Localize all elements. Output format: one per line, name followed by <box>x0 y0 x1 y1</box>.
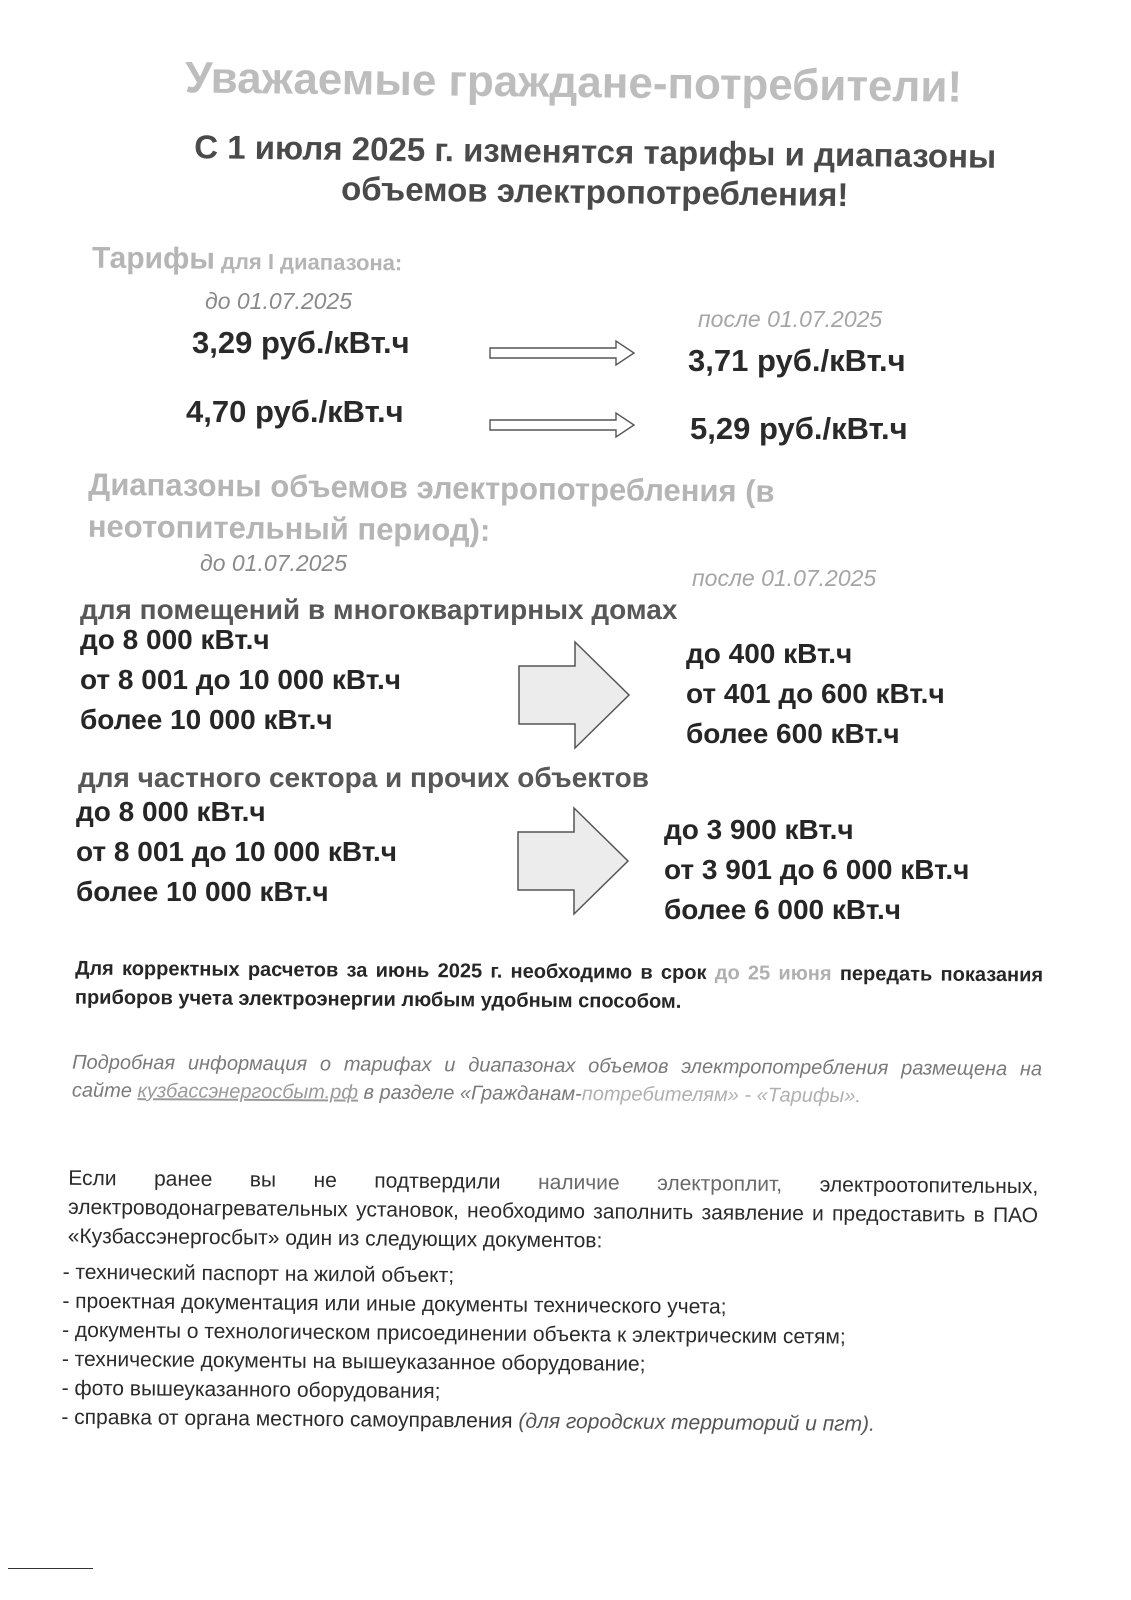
sub-heading: С 1 июля 2025 г. изменятся тарифы и диапазоны объемов электропотребления! <box>194 128 997 214</box>
meter-readings-notice <box>75 955 1043 1020</box>
tariffs-title-main: Тарифы <box>91 241 216 276</box>
tariff-before-2: 4,70 руб./кВт.ч <box>186 394 404 429</box>
info-section-text-end: потребителям» - «Тарифы». <box>581 1083 862 1108</box>
range-item: от 8 001 до 10 000 кВт.ч <box>80 664 401 695</box>
document-item: - технический паспорт на жилой объект; <box>62 1260 455 1288</box>
info-paragraph <box>72 1049 1042 1112</box>
ranges-arrow-icon <box>515 638 635 753</box>
group-private-after-list <box>664 810 969 930</box>
tariff-after-1: 3,71 руб./кВт.ч <box>688 343 906 378</box>
group-title-private-sector: для частного сектора и прочих объектов <box>78 762 649 793</box>
footer-divider <box>8 1568 93 1569</box>
range-item: более 10 000 кВт.ч <box>80 704 333 735</box>
tariffs-title <box>92 242 403 279</box>
body-text-faint: наличие электроплит, <box>537 1170 783 1196</box>
tariff-arrow-icon <box>488 338 638 368</box>
ranges-arrow-icon <box>514 804 634 919</box>
range-item: от 3 901 до 6 000 кВт.ч <box>664 854 970 885</box>
range-item: более 10 000 кВт.ч <box>76 876 329 907</box>
ranges-title: Диапазоны объемов электропотребления (в неотопительный период): <box>87 466 775 548</box>
range-item: от 8 001 до 10 000 кВт.ч <box>76 836 397 867</box>
notice-text-end: передать показания приборов учета электроэнергии любым удобным способом. <box>74 962 1044 1013</box>
range-item: до 400 кВт.ч <box>686 638 853 669</box>
document-item: - технические документы на вышеуказанное оборудование; <box>61 1347 646 1376</box>
document-item: - фото вышеуказанного оборудования; <box>61 1376 441 1404</box>
tariff-before-1: 3,29 руб./кВт.ч <box>192 325 410 360</box>
ranges-before-date-label: до 01.07.2025 <box>200 550 348 576</box>
range-item: до 8 000 кВт.ч <box>80 624 270 655</box>
notice-text: Для корректных расчетов за июнь 2025 г. необходимо в срок <box>75 957 715 985</box>
website-link[interactable]: кузбассэнергосбыт.рф <box>137 1080 359 1104</box>
body-text: Если ранее вы не подтвердили <box>68 1166 539 1194</box>
range-item: до 8 000 кВт.ч <box>76 796 266 827</box>
tariffs-after-date-label: после 01.07.2025 <box>698 306 883 332</box>
range-item: более 600 кВт.ч <box>686 718 900 749</box>
body-text-end: электроотопительных, электроводонагревательных установок, необходимо заполнить заявление и предоставить в ПАО «Кузбассэнергосбыт» один из следующих документов: <box>67 1172 1039 1253</box>
body-paragraph <box>68 1164 1039 1259</box>
document-item: - проектная документация или иные документы технического учета; <box>62 1289 727 1319</box>
document-item-note: (для городских территорий и пгт). <box>518 1409 875 1436</box>
main-heading: Уважаемые граждане-потребители! <box>184 53 963 112</box>
info-text: Подробная информация о тарифах и диапазонах объемов электропотребления размещена на сайте <box>71 1051 1043 1103</box>
range-item: до 3 900 кВт.ч <box>664 814 854 845</box>
group-apartments-after-list <box>686 634 945 754</box>
tariffs-before-date-label: до 01.07.2025 <box>205 288 353 314</box>
document-item-text: - справка от органа местного самоуправления <box>61 1405 519 1433</box>
tariff-after-2: 5,29 руб./кВт.ч <box>690 411 908 446</box>
range-item: от 401 до 600 кВт.ч <box>686 678 945 709</box>
tariffs-title-sub: для I диапазона: <box>214 248 403 276</box>
group-title-apartments: для помещений в многоквартирных домах <box>80 594 678 625</box>
group-private-before-list <box>76 792 397 912</box>
range-item: более 6 000 кВт.ч <box>664 894 902 925</box>
ranges-after-date-label: после 01.07.2025 <box>692 565 877 591</box>
document-item: - документы о технологическом присоединении объекта к электрическим сетям; <box>62 1318 846 1349</box>
tariff-arrow-icon <box>488 410 638 440</box>
documents-list <box>61 1258 1042 1441</box>
info-section-text: в разделе «Гражданам- <box>357 1081 582 1106</box>
group-apartments-before-list <box>80 620 401 740</box>
notice-deadline: до 25 июня <box>714 962 832 985</box>
